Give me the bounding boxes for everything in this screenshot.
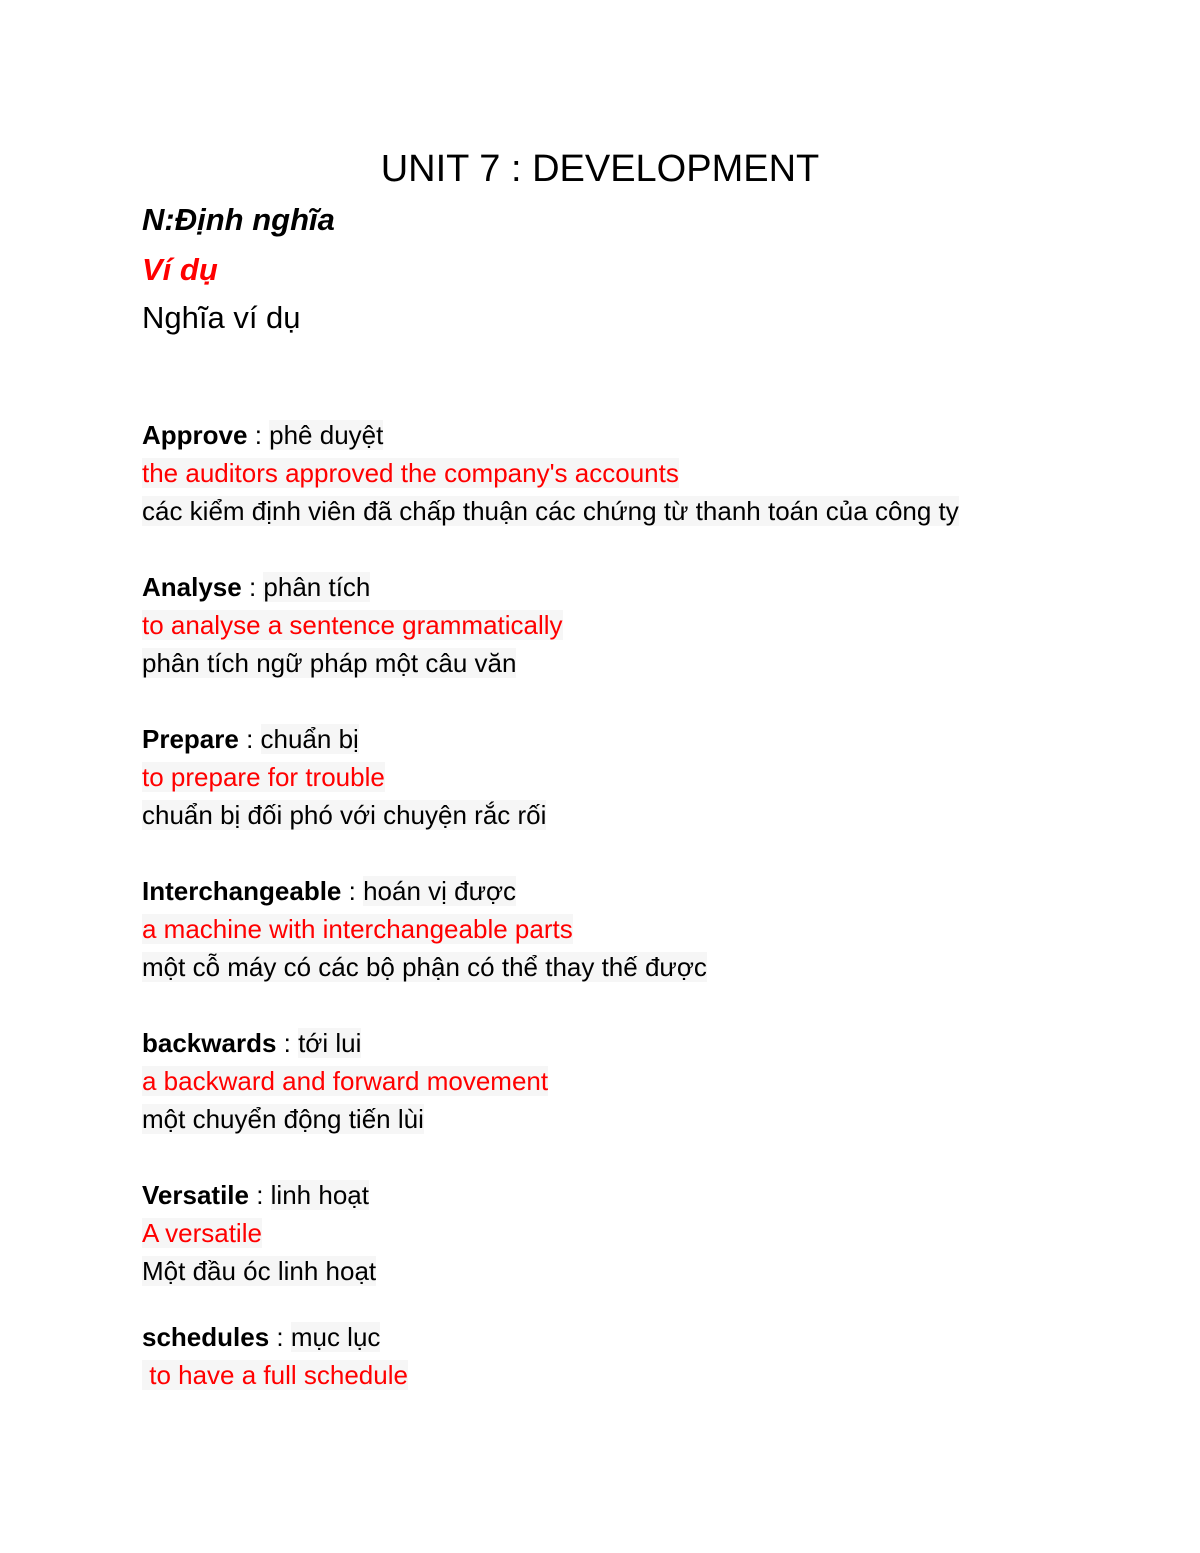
vocab-entry-analyse <box>142 568 1142 682</box>
entry-heading <box>142 1176 1142 1214</box>
entry-word: Versatile <box>142 1180 249 1210</box>
entry-example-line <box>142 606 1142 644</box>
entry-example-line <box>142 1062 1142 1100</box>
entry-translation-line <box>142 644 1142 682</box>
entry-meaning: linh hoạt <box>270 1180 369 1210</box>
entry-meaning: mục lục <box>290 1322 381 1352</box>
entry-example-line <box>142 1356 1142 1394</box>
entry-word: Approve <box>142 420 248 450</box>
entry-translation: Một đầu óc linh hoạt <box>142 1256 377 1286</box>
entry-separator: : <box>248 1180 271 1210</box>
vocab-entry-backwards <box>142 1024 1142 1138</box>
entry-separator: : <box>238 724 261 754</box>
entry-separator: : <box>276 1028 299 1058</box>
entry-separator: : <box>269 1322 291 1352</box>
legend-example: Ví dụ <box>142 252 218 287</box>
vocab-entry-prepare <box>142 720 1142 834</box>
entry-word: schedules <box>142 1322 270 1352</box>
entry-translation-line <box>142 492 1142 530</box>
legend-example-meaning: Nghĩa ví dụ <box>142 300 301 335</box>
entry-translation: chuẩn bị đối phó với chuyện rắc rối <box>142 800 547 830</box>
entry-example-line <box>142 1214 1142 1252</box>
entry-separator: : <box>341 876 364 906</box>
legend-definition: N:Định nghĩa <box>142 202 335 237</box>
entry-translation: các kiểm định viên đã chấp thuận các chứng từ thanh toán của công ty <box>142 496 959 526</box>
entry-example-line <box>142 910 1142 948</box>
entry-heading <box>142 872 1142 910</box>
entry-example-line <box>142 758 1142 796</box>
entry-word: Interchangeable <box>142 876 342 906</box>
entry-heading <box>142 1024 1142 1062</box>
entry-word: Analyse <box>142 572 242 602</box>
entry-meaning: tới lui <box>298 1028 362 1058</box>
entry-separator: : <box>241 572 264 602</box>
entry-heading <box>142 1318 1142 1356</box>
entry-word: backwards <box>142 1028 277 1058</box>
entry-translation-line <box>142 948 1142 986</box>
page-title: UNIT 7 : DEVELOPMENT <box>380 148 820 190</box>
entry-meaning: chuẩn bị <box>260 724 359 754</box>
entry-example: A versatile <box>142 1218 262 1248</box>
entry-translation-line <box>142 796 1142 834</box>
entry-separator: : <box>247 420 270 450</box>
vocab-entry-schedules <box>142 1318 1142 1394</box>
entry-translation: phân tích ngữ pháp một câu văn <box>142 648 517 678</box>
entry-translation-line <box>142 1252 1142 1290</box>
entry-example: to analyse a sentence grammatically <box>142 610 563 640</box>
vocab-entry-versatile <box>142 1176 1142 1290</box>
vocabulary-list <box>142 416 1142 1432</box>
entry-translation: một chuyển động tiến lùi <box>142 1104 424 1134</box>
entry-word: Prepare <box>142 724 239 754</box>
entry-meaning: phân tích <box>263 572 371 602</box>
entry-example: the auditors approved the company's accounts <box>142 458 679 488</box>
vocab-entry-approve <box>142 416 1142 530</box>
entry-translation: một cỗ máy có các bộ phận có thể thay thế được <box>142 952 707 982</box>
entry-heading <box>142 568 1142 606</box>
entry-meaning: phê duyệt <box>269 420 384 450</box>
entry-heading <box>142 416 1142 454</box>
entry-example: a machine with interchangeable parts <box>142 914 573 944</box>
entry-example: to prepare for trouble <box>142 762 385 792</box>
vocab-entry-interchangeable <box>142 872 1142 986</box>
entry-heading <box>142 720 1142 758</box>
entry-translation-line <box>142 1100 1142 1138</box>
entry-example: a backward and forward movement <box>142 1066 549 1096</box>
entry-meaning: hoán vị được <box>363 876 517 906</box>
entry-example: to have a full schedule <box>142 1360 408 1390</box>
entry-example-line <box>142 454 1142 492</box>
